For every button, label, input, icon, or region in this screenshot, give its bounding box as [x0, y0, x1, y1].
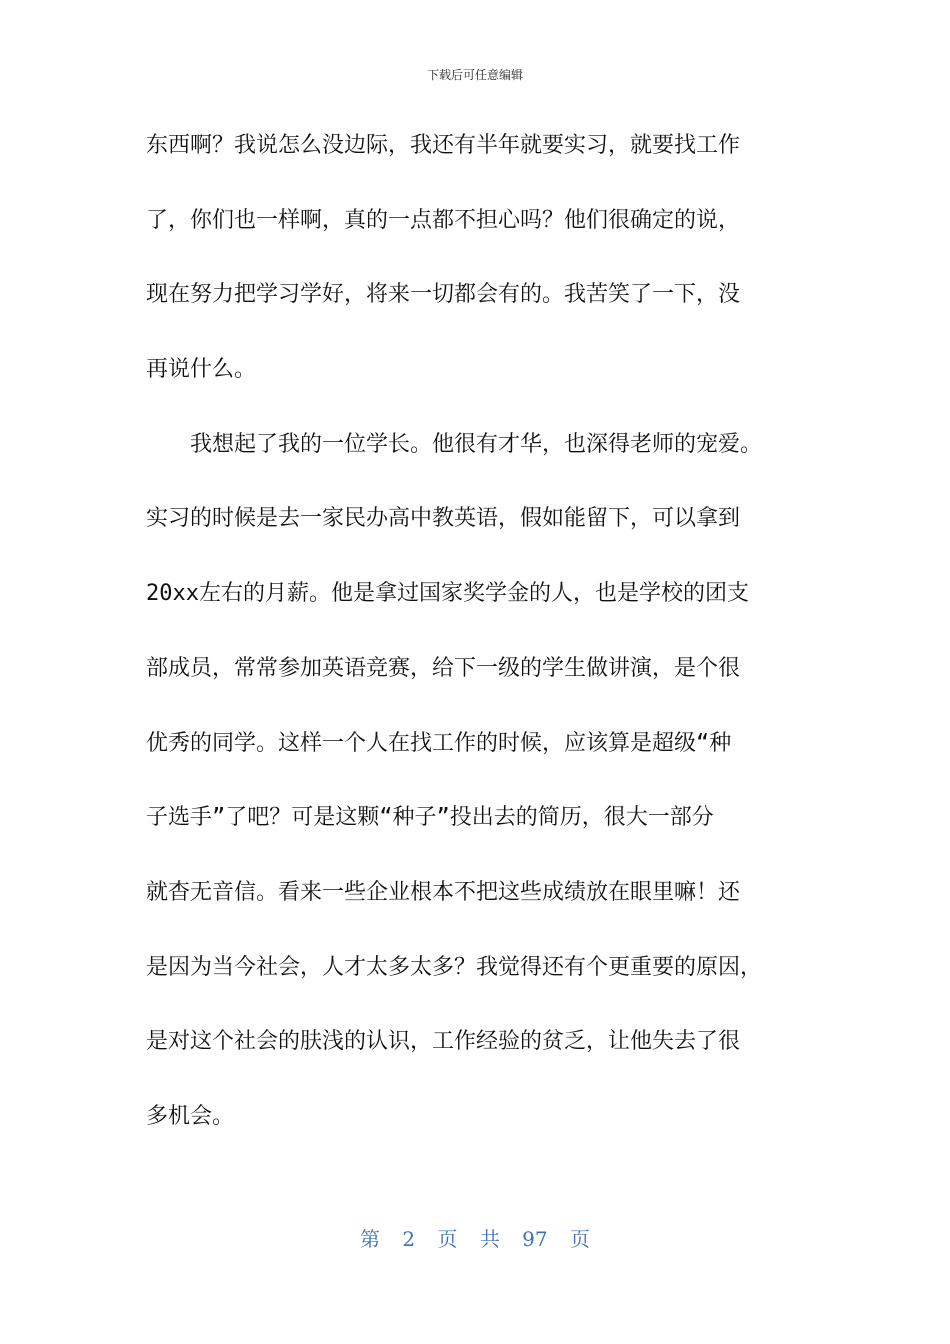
body-line: 实习的时候是去一家民办高中教英语，假如能留下，可以拿到	[146, 506, 741, 532]
document-body	[146, 126, 812, 1172]
page-footer	[0, 1226, 950, 1252]
body-line: 子选手”了吧？可是这颗“种子”投出去的简历，很大一部分	[146, 805, 714, 831]
body-line: 部成员，常常参加英语竞赛，给下一级的学生做讲演，是个很	[146, 655, 741, 681]
body-line: 再说什么。	[146, 357, 257, 383]
footer-label-prefix: 第	[360, 1227, 380, 1251]
footer-label-mid2: 共	[479, 1227, 500, 1251]
body-line: 优秀的同学。这样一个人在找工作的时候，应该算是超级“种	[146, 730, 732, 756]
body-line: 多机会。	[146, 1103, 235, 1129]
total-page-count: 97	[522, 1227, 548, 1251]
header-text: 下载后可任意编辑	[426, 68, 523, 82]
body-line: 20xx左右的月薪。他是拿过国家奖学金的人，也是学校的团支	[146, 581, 749, 607]
body-line: 是对这个社会的肤浅的认识，工作经验的贫乏，让他失去了很	[146, 1029, 741, 1055]
body-line: 我想起了我的一位学长。他很有才华，也深得老师的宠爱。	[146, 431, 763, 457]
footer-label-mid1: 页	[437, 1227, 458, 1251]
body-line: 东西啊？我说怎么没边际，我还有半年就要实习，就要找工作	[146, 133, 741, 158]
page-header	[0, 66, 950, 84]
footer-label-suffix: 页	[569, 1227, 590, 1251]
body-line: 现在努力把学习学好，将来一切都会有的。我苦笑了一下，没	[146, 282, 741, 308]
body-line: 了，你们也一样啊，真的一点都不担心吗？他们很确定的说，	[146, 207, 741, 233]
current-page-number: 2	[402, 1227, 416, 1251]
body-line: 是因为当今社会，人才太多太多？我觉得还有个更重要的原因，	[146, 954, 763, 980]
body-line: 就杳无音信。看来一些企业根本不把这些成绩放在眼里嘛！还	[146, 879, 741, 905]
